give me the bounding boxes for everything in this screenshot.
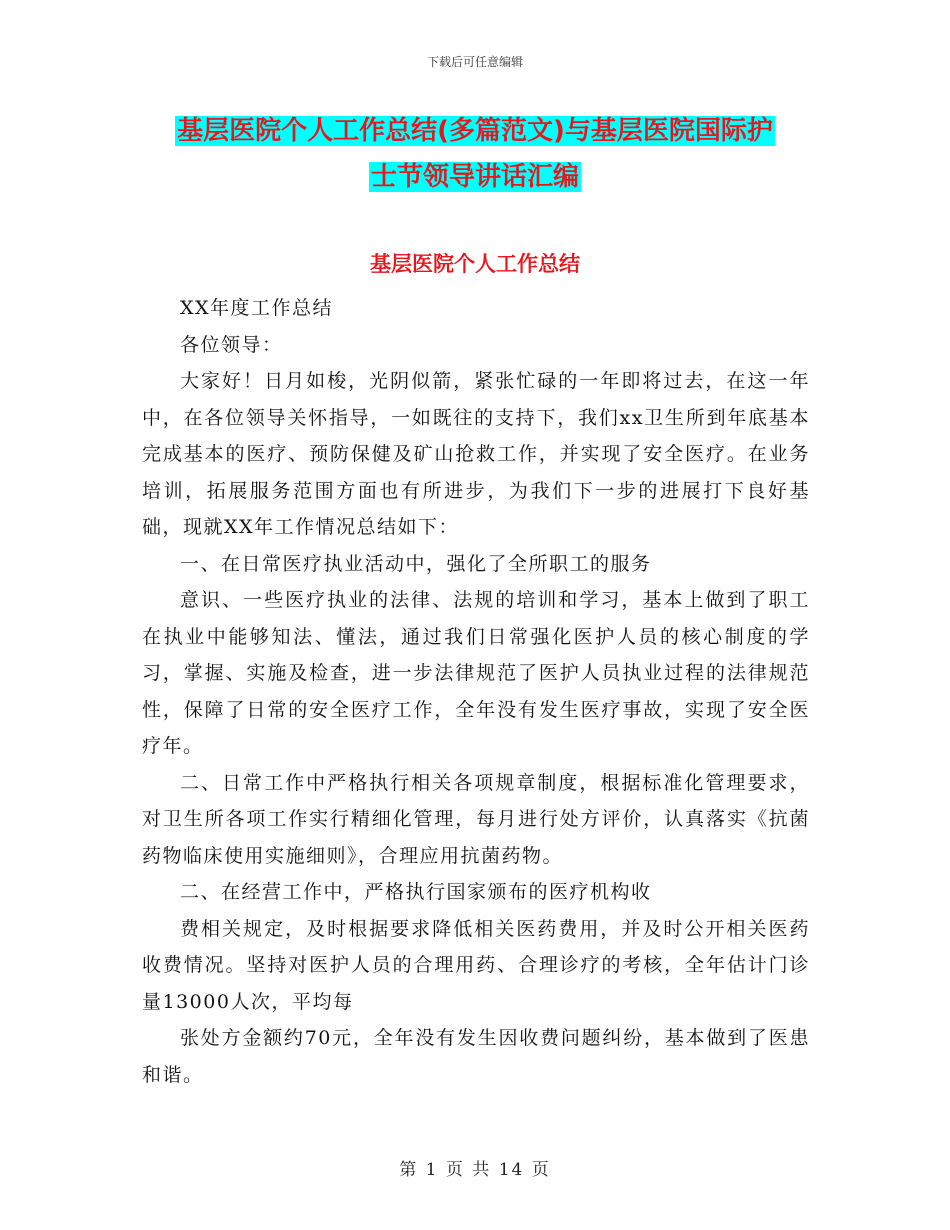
paragraph: 意识、一些医疗执业的法律、法规的培训和学习，基本上做到了职工在执业中能够知法、懂法，通过我们日常强化医护人员的核心制度的学习，掌握、实施及检查，进一步法律规范了医护人员执业过程的法律规范性，保障了日常的安全医疗工作，全年没有发生医疗事故，实现了安全医疗年。 (142, 589, 810, 757)
paragraph: 一、在日常医疗执业活动中，强化了全所职工的服务 (180, 552, 652, 575)
title-line-2: 士节领导讲话汇编 (370, 162, 579, 192)
header-note: 下载后可任意编辑 (426, 55, 523, 69)
paragraph: XX年度工作总结 (180, 297, 334, 319)
page-number: 第 1 页 共 14 页 (399, 1160, 551, 1180)
paragraph: 二、在经营工作中，严格执行国家颁布的医疗机构收 (180, 881, 652, 903)
paragraph: 二、日常工作中严格执行相关各项规章制度，根据标准化管理要求，对卫生所各项工作实行精细化管理，每月进行处方评价，认真落实《抗菌药物临床使用实施细则》，合理应用抗菌药物。 (142, 771, 810, 867)
paragraph: 张处方金额约70元，全年没有发生因收费问题纠纷，基本做到了医患和谐。 (142, 1027, 810, 1086)
document-body (142, 290, 810, 1093)
title-line-1: 基层医院个人工作总结(多篇范文)与基层医院国际护 (177, 116, 773, 146)
document-title (140, 108, 810, 200)
paragraph: 费相关规定，及时根据要求降低相关医药费用，并及时公开相关医药收费情况。坚持对医护人员的合理用药、合理诊疗的考核，全年估计门诊量13000人次，平均每 (142, 917, 810, 1013)
paragraph: 各位领导： (180, 333, 283, 356)
section-title: 基层医院个人工作总结 (370, 252, 580, 276)
paragraph: 大家好！日月如梭，光阴似箭，紧张忙碌的一年即将过去，在这一年中，在各位领导关怀指导，一如既往的支持下，我们xx卫生所到年底基本完成基本的医疗、预防保健及矿山抢救工作，并实现了安全医疗。在业务培训，拓展服务范围方面也有所进步，为我们下一步的进展打下良好基础，现就XX年工作情况总结如下： (142, 370, 810, 538)
